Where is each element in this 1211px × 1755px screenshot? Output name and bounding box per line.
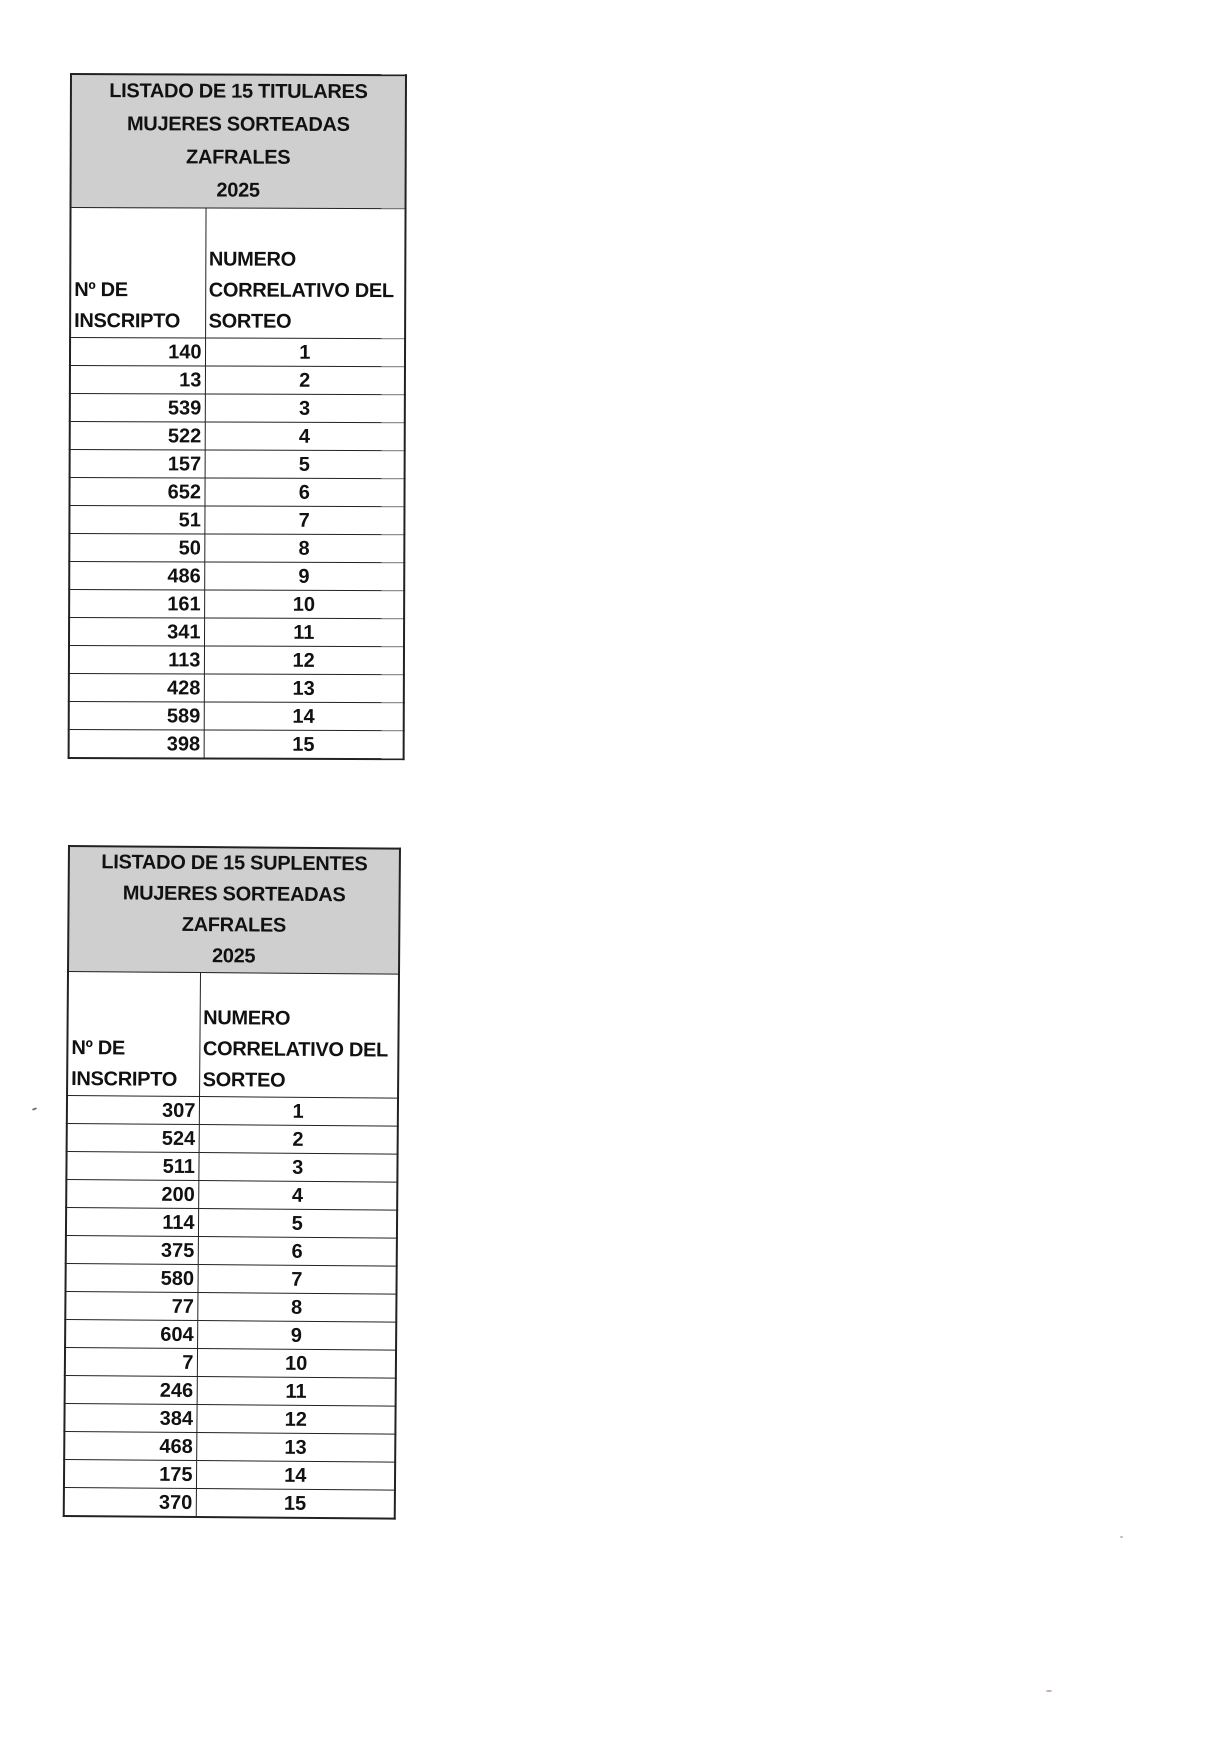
- inscripto-cell: 157: [70, 450, 205, 478]
- inscripto-cell: 589: [69, 701, 204, 729]
- inscripto-cell: 7: [65, 1347, 197, 1376]
- table-row: [67, 1096, 398, 1127]
- suplentes-title: [68, 846, 400, 974]
- inscripto-cell: 370: [64, 1487, 196, 1517]
- suplentes-header-correlativo-line-3: SORTEO: [202, 1069, 286, 1092]
- titulares-title-row: [71, 74, 406, 209]
- table-row: [69, 701, 404, 730]
- table-row: [64, 1431, 395, 1462]
- inscripto-cell: 398: [69, 729, 204, 758]
- correlativo-cell: 4: [205, 422, 405, 451]
- table-row: [67, 1123, 398, 1154]
- correlativo-cell: 10: [204, 590, 404, 619]
- table-row: [65, 1263, 396, 1294]
- inscripto-cell: 524: [67, 1123, 199, 1152]
- titulares-title: [71, 74, 406, 209]
- suplentes-table-body: [64, 846, 400, 1519]
- table-row: [64, 1403, 395, 1434]
- inscripto-cell: 511: [66, 1151, 198, 1180]
- correlativo-cell: 1: [199, 1097, 398, 1127]
- correlativo-cell: 9: [197, 1321, 396, 1351]
- correlativo-cell: 15: [204, 730, 404, 759]
- titulares-header-inscripto-line-1: Nº DE: [74, 279, 128, 302]
- table-row: [69, 534, 404, 563]
- inscripto-cell: 604: [65, 1319, 197, 1348]
- table-row: [65, 1375, 396, 1406]
- table-row: [65, 1319, 396, 1350]
- table-row: [69, 729, 404, 759]
- titulares-header-row: [70, 208, 405, 339]
- suplentes-title-line-2: MUJERES SORTEADAS ZAFRALES: [122, 882, 346, 937]
- correlativo-cell: 13: [204, 674, 404, 703]
- table-row: [70, 450, 405, 479]
- table-row: [69, 478, 404, 507]
- correlativo-cell: 3: [205, 394, 405, 423]
- table-row: [70, 422, 405, 451]
- suplentes-title-row: [68, 846, 400, 974]
- suplentes-header-inscripto-line-1: Nº DE: [71, 1037, 126, 1060]
- suplentes-title-line-1: LISTADO DE 15 SUPLENTES: [101, 851, 368, 876]
- table-row: [69, 646, 404, 675]
- correlativo-cell: 8: [204, 534, 404, 563]
- inscripto-cell: 468: [64, 1431, 196, 1460]
- table-row: [64, 1459, 395, 1490]
- table-row: [66, 1179, 397, 1210]
- inscripto-cell: 161: [69, 590, 204, 618]
- suplentes-header-inscripto: [67, 972, 200, 1097]
- inscripto-cell: 652: [69, 478, 204, 506]
- suplentes-header-correlativo: [199, 973, 399, 1099]
- correlativo-cell: 15: [196, 1489, 395, 1519]
- inscripto-cell: 77: [65, 1291, 197, 1320]
- correlativo-cell: 7: [197, 1265, 396, 1295]
- scan-speck: [1046, 1690, 1052, 1692]
- inscripto-cell: 175: [64, 1459, 196, 1488]
- correlativo-cell: 6: [204, 478, 404, 507]
- suplentes-title-line-3: 2025: [211, 945, 256, 968]
- inscripto-cell: 51: [69, 506, 204, 534]
- inscripto-cell: 580: [65, 1263, 197, 1292]
- inscripto-cell: 539: [70, 394, 205, 422]
- inscripto-cell: 486: [69, 562, 204, 590]
- table-row: [69, 618, 404, 647]
- suplentes-header-inscripto-line-2: INSCRIPTO: [71, 1068, 178, 1091]
- inscripto-cell: 522: [70, 422, 205, 450]
- titulares-title-line-3: 2025: [216, 179, 260, 202]
- correlativo-cell: 3: [198, 1153, 397, 1183]
- table-row: [70, 338, 405, 367]
- titulares-header-inscripto: [70, 208, 205, 338]
- correlativo-cell: 4: [198, 1181, 397, 1211]
- inscripto-cell: 114: [66, 1207, 198, 1236]
- correlativo-cell: 11: [197, 1377, 396, 1407]
- table-row: [65, 1347, 396, 1378]
- inscripto-cell: 307: [67, 1096, 199, 1125]
- table-row: [65, 1291, 396, 1322]
- correlativo-cell: 5: [205, 450, 405, 479]
- suplentes-header-correlativo-line-2: CORRELATIVO DEL: [202, 1038, 389, 1062]
- inscripto-cell: 428: [69, 673, 204, 701]
- inscripto-cell: 50: [69, 534, 204, 562]
- correlativo-cell: 14: [196, 1461, 395, 1491]
- titulares-title-line-2: MUJERES SORTEADAS ZAFRALES: [126, 113, 350, 169]
- titulares-table: [68, 73, 407, 760]
- titulares-title-line-1: LISTADO DE 15 TITULARES: [109, 80, 368, 104]
- titulares-header-correlativo-line-3: SORTEO: [208, 310, 292, 333]
- table-row: [66, 1207, 397, 1238]
- inscripto-cell: 246: [65, 1375, 197, 1404]
- titulares-header-correlativo-line-2: CORRELATIVO DEL: [208, 279, 394, 303]
- inscripto-cell: 384: [64, 1403, 196, 1432]
- inscripto-cell: 140: [70, 338, 205, 366]
- inscripto-cell: 200: [66, 1179, 198, 1208]
- table-row: [66, 1151, 397, 1182]
- suplentes-table: [63, 845, 401, 1520]
- correlativo-cell: 2: [205, 366, 405, 395]
- correlativo-cell: 1: [205, 338, 405, 367]
- table-row: [70, 394, 405, 423]
- correlativo-cell: 12: [196, 1405, 395, 1435]
- correlativo-cell: 13: [196, 1433, 395, 1463]
- correlativo-cell: 10: [197, 1349, 396, 1379]
- table-row: [70, 366, 405, 395]
- correlativo-cell: 9: [204, 562, 404, 591]
- titulares-header-inscripto-line-2: INSCRIPTO: [74, 310, 181, 333]
- inscripto-cell: 375: [66, 1235, 198, 1264]
- scan-speck: [32, 1107, 37, 1111]
- correlativo-cell: 8: [197, 1293, 396, 1323]
- inscripto-cell: 113: [69, 646, 204, 674]
- suplentes-header-row: [67, 972, 399, 1099]
- scan-speck: [1120, 1536, 1123, 1538]
- titulares-table-body: [69, 74, 406, 759]
- correlativo-cell: 11: [204, 618, 404, 647]
- correlativo-cell: 7: [204, 506, 404, 535]
- titulares-header-correlativo-line-1: NUMERO: [208, 248, 296, 271]
- titulares-header-correlativo: [205, 208, 405, 339]
- table-row: [69, 590, 404, 619]
- suplentes-header-correlativo-line-1: NUMERO: [203, 1007, 291, 1030]
- table-row: [64, 1487, 395, 1518]
- table-row: [69, 506, 404, 535]
- correlativo-cell: 12: [204, 646, 404, 675]
- correlativo-cell: 5: [198, 1209, 397, 1239]
- correlativo-cell: 6: [198, 1237, 397, 1267]
- table-row: [69, 673, 404, 702]
- table-row: [66, 1235, 397, 1266]
- correlativo-cell: 2: [199, 1125, 398, 1155]
- inscripto-cell: 13: [70, 366, 205, 394]
- correlativo-cell: 14: [204, 702, 404, 731]
- inscripto-cell: 341: [69, 618, 204, 646]
- table-row: [69, 562, 404, 591]
